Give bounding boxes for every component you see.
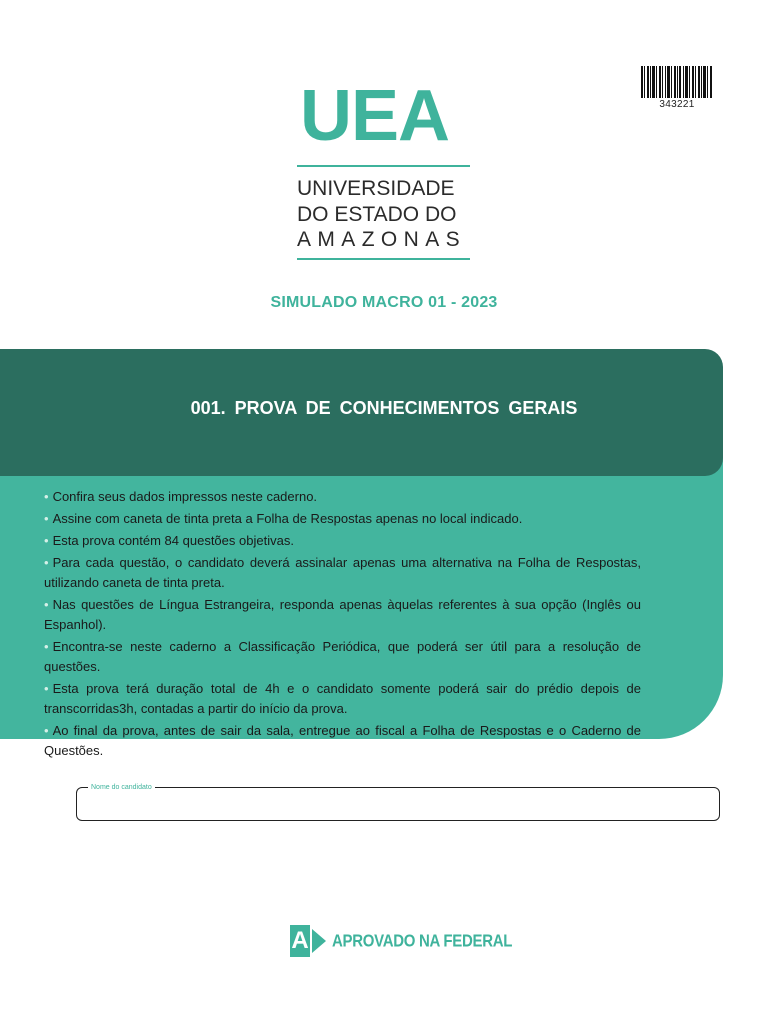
logo-line-amazonas: AMAZONAS — [297, 228, 467, 251]
instruction-item: • Encontra-se neste caderno a Classificação Periódica, que poderá ser útil para a resolução de questões. — [44, 639, 641, 674]
instruction-item: • Esta prova terá duração total de 4h e o candidato somente poderá sair do prédio depois de transcorridas3h, contadas a partir do início da prova. — [44, 681, 641, 716]
candidate-name-label: Nome do candidato — [88, 783, 155, 792]
logo-rule-top — [297, 165, 470, 167]
instruction-item: • Ao final da prova, antes de sair da sala, entregue ao fiscal a Folha de Respostas e o Caderno de Questões. — [44, 723, 641, 758]
candidate-name-field[interactable] — [76, 787, 720, 821]
bullet-icon: • — [44, 597, 49, 612]
logo-line-universidade: UNIVERSIDADE — [297, 177, 455, 200]
uea-logo-acronym: UEA — [300, 76, 450, 156]
play-arrow-icon — [312, 929, 326, 953]
instruction-item: • Para cada questão, o candidato deverá assinalar apenas uma alternativa na Folha de Respostas, utilizando caneta de tinta preta. — [44, 555, 641, 590]
exam-title: 001. PROVA DE CONHECIMENTOS GERAIS — [190, 398, 578, 418]
instruction-item: • Confira seus dados impressos neste caderno. — [44, 489, 318, 504]
simulado-title: SIMULADO MACRO 01 - 2023 — [270, 294, 498, 311]
instruction-item: • Assine com caneta de tinta preta a Folha de Respostas apenas no local indicado. — [44, 511, 523, 526]
bullet-icon: • — [44, 639, 49, 654]
barcode-number: 343221 — [659, 99, 695, 110]
bullet-icon: • — [44, 555, 49, 570]
instruction-item: • Nas questões de Língua Estrangeira, responda apenas àquelas referentes à sua opção (Inglês ou Espanhol). — [44, 597, 641, 632]
logo-rule-bottom — [297, 258, 470, 260]
bullet-icon: • — [44, 681, 49, 696]
instructions-list — [44, 487, 641, 763]
brand-text: APROVADO NA FEDERAL — [332, 931, 513, 951]
bullet-icon: • — [44, 533, 49, 548]
instruction-item: • Esta prova contém 84 questões objetivas. — [44, 533, 294, 548]
footer-brand-logo — [290, 925, 512, 957]
bullet-icon: • — [44, 723, 49, 738]
bullet-icon: • — [44, 489, 49, 504]
barcode — [641, 66, 713, 110]
brand-mark: A — [290, 925, 310, 957]
barcode-bars — [641, 66, 713, 98]
logo-line-do-estado: DO ESTADO DO — [297, 203, 457, 226]
bullet-icon: • — [44, 511, 49, 526]
